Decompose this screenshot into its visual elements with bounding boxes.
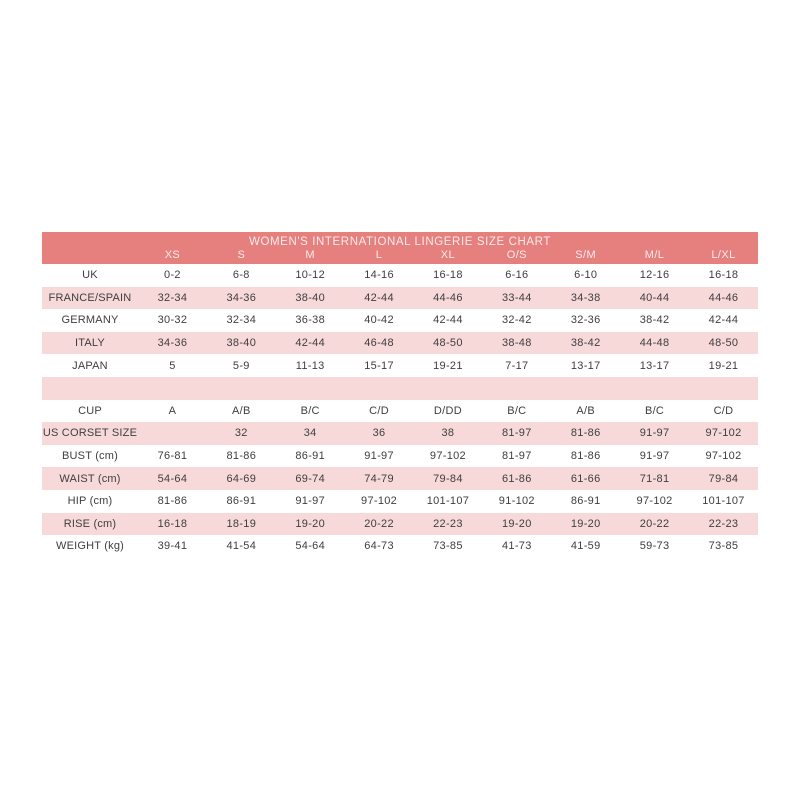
row-label: BUST (cm) (62, 450, 118, 463)
size-cell (138, 377, 207, 400)
size-cell: A/B (576, 404, 595, 417)
table-row-cup (42, 400, 758, 423)
size-cell: 38-40 (295, 291, 325, 304)
size-cell: 41-54 (226, 540, 257, 553)
size-cell: 22-23 (708, 517, 739, 530)
size-cell: C/D (369, 404, 389, 417)
size-cell: 81-97 (501, 450, 532, 463)
column-header-ml: M/L (620, 248, 689, 264)
size-cell: 79-84 (708, 472, 739, 485)
size-cell: 79-84 (433, 472, 463, 485)
size-cell: 38-42 (639, 314, 670, 327)
column-header-lxl: L/XL (689, 248, 758, 264)
column-header-blank (42, 248, 138, 264)
size-cell: 81-86 (226, 450, 257, 463)
size-cell: 16-18 (433, 269, 463, 282)
size-cell: 40-42 (364, 314, 394, 327)
size-cell: 97-102 (705, 427, 742, 440)
size-cell: 5-9 (232, 359, 250, 372)
size-cell (620, 377, 689, 400)
size-cell: B/C (644, 404, 665, 417)
size-cell: 33-44 (501, 291, 532, 304)
size-cell: A (168, 404, 177, 417)
size-cell: 6-10 (574, 269, 598, 282)
column-header-xs: XS (138, 248, 207, 264)
size-cell: 18-19 (226, 517, 257, 530)
spacer-row (42, 377, 758, 400)
size-cell: B/C (507, 404, 527, 417)
size-cell: 38-48 (501, 337, 532, 350)
table-row-uk (42, 264, 758, 287)
size-cell: 91-97 (639, 450, 670, 463)
row-label: UK (82, 269, 98, 282)
row-label: RISE (cm) (63, 517, 117, 530)
size-cell: 13-17 (639, 359, 670, 372)
row-label: WAIST (cm) (59, 472, 121, 485)
row-label (42, 377, 138, 400)
row-label: JAPAN (72, 359, 108, 372)
size-cell: 34-38 (570, 291, 601, 304)
row-label: FRANCE/SPAIN (48, 291, 132, 304)
size-cell: 42-44 (364, 291, 394, 304)
size-cell: 32 (234, 427, 248, 440)
size-cell: 42-44 (433, 314, 463, 327)
size-cell: 81-97 (501, 427, 532, 440)
size-cell: 34 (303, 427, 317, 440)
size-cell: 86-91 (226, 495, 257, 508)
size-cell: 97-102 (429, 450, 466, 463)
size-cell: 101-107 (702, 495, 745, 508)
size-cell: 81-86 (157, 495, 188, 508)
size-cell: 32-34 (157, 291, 188, 304)
size-cell: 86-91 (570, 495, 601, 508)
size-cell: 44-48 (639, 337, 670, 350)
size-cell: 76-81 (157, 450, 188, 463)
table-row-waist (42, 467, 758, 490)
size-cell (138, 422, 207, 445)
size-cell: 11-13 (295, 359, 325, 372)
size-cell: 86-91 (295, 450, 325, 463)
table-row-japan (42, 354, 758, 377)
size-cell: 36 (372, 427, 386, 440)
table-row-rise (42, 513, 758, 536)
size-cell: 38-40 (226, 337, 257, 350)
column-header-l: L (345, 248, 414, 264)
size-cell: 97-102 (636, 495, 673, 508)
chart-title: WOMEN'S INTERNATIONAL LINGERIE SIZE CHART (42, 232, 758, 248)
size-cell: 97-102 (705, 450, 742, 463)
row-label: US CORSET SIZE (42, 427, 138, 440)
size-cell: 34-36 (157, 337, 188, 350)
row-label: GERMANY (61, 314, 119, 327)
size-cell: 34-36 (226, 291, 257, 304)
size-cell: 19-20 (570, 517, 601, 530)
size-cell: 81-86 (570, 427, 601, 440)
table-row-weight (42, 535, 758, 558)
size-cell: 39-41 (157, 540, 188, 553)
size-cell: A/B (231, 404, 251, 417)
size-cell: 13-17 (570, 359, 601, 372)
size-cell: 6-16 (505, 269, 529, 282)
row-label: WEIGHT (kg) (56, 540, 124, 553)
size-cell (276, 377, 345, 400)
size-cell: 69-74 (295, 472, 325, 485)
size-cell: 36-38 (295, 314, 325, 327)
size-cell: 41-73 (501, 540, 532, 553)
size-cell: 73-85 (708, 540, 739, 553)
size-cell: 6-8 (232, 269, 250, 282)
size-cell: 73-85 (433, 540, 463, 553)
table-row-italy (42, 332, 758, 355)
size-cell: 20-22 (364, 517, 394, 530)
column-header-s: S (207, 248, 276, 264)
size-cell: 44-46 (433, 291, 463, 304)
size-cell: 44-46 (708, 291, 739, 304)
size-cell: 61-66 (570, 472, 601, 485)
size-cell: 14-16 (364, 269, 394, 282)
table-row-us-corset-size (42, 422, 758, 445)
size-cell: 19-20 (295, 517, 325, 530)
size-cell: 16-18 (708, 269, 739, 282)
size-cell: 16-18 (157, 517, 188, 530)
row-label: ITALY (75, 337, 105, 350)
size-cell: 0-2 (164, 269, 181, 282)
column-header-os: O/S (482, 248, 551, 264)
row-label: HIP (cm) (67, 495, 113, 508)
size-cell: 101-107 (426, 495, 470, 508)
column-header-sm: S/M (551, 248, 620, 264)
size-cell: 38 (441, 427, 455, 440)
size-cell: 91-97 (639, 427, 670, 440)
size-cell: B/C (300, 404, 320, 417)
size-cell: 20-22 (639, 517, 670, 530)
row-label: CUP (78, 404, 102, 417)
size-cell: 54-64 (295, 540, 325, 553)
size-cell (414, 377, 483, 400)
size-cell: 64-73 (364, 540, 394, 553)
size-cell: 42-44 (708, 314, 739, 327)
table-title-row (42, 232, 758, 248)
size-cell: D/DD (433, 404, 462, 417)
size-cell: 38-42 (570, 337, 601, 350)
size-cell: 40-44 (639, 291, 670, 304)
size-cell: 59-73 (639, 540, 670, 553)
size-cell (482, 377, 551, 400)
size-cell: 91-97 (295, 495, 325, 508)
size-cell: 32-42 (501, 314, 532, 327)
size-cell: 30-32 (157, 314, 188, 327)
size-cell: 48-50 (433, 337, 463, 350)
size-cell: 41-59 (570, 540, 601, 553)
size-cell: 10-12 (295, 269, 325, 282)
size-cell: 97-102 (361, 495, 398, 508)
size-cell: 32-34 (226, 314, 257, 327)
size-cell: 48-50 (708, 337, 739, 350)
size-cell: 22-23 (433, 517, 463, 530)
size-cell: 71-81 (639, 472, 670, 485)
size-cell: 42-44 (295, 337, 325, 350)
size-cell: 12-16 (639, 269, 670, 282)
table-row-france-spain (42, 287, 758, 310)
table-row-hip (42, 490, 758, 513)
table-row-bust (42, 445, 758, 468)
size-cell: 46-48 (364, 337, 394, 350)
size-cell: 15-17 (364, 359, 394, 372)
size-cell: 19-21 (433, 359, 463, 372)
size-cell: 7-17 (505, 359, 529, 372)
size-cell: 64-69 (226, 472, 257, 485)
size-cell: 32-36 (570, 314, 601, 327)
size-cell (551, 377, 620, 400)
table-row-germany (42, 309, 758, 332)
size-cell: 74-79 (364, 472, 394, 485)
table-header-row (42, 248, 758, 264)
size-cell: 54-64 (157, 472, 188, 485)
size-cell: C/D (713, 404, 734, 417)
size-cell (689, 377, 758, 400)
size-cell: 19-20 (501, 517, 532, 530)
size-cell: 61-86 (501, 472, 532, 485)
size-cell: 91-97 (364, 450, 394, 463)
size-cell: 19-21 (708, 359, 739, 372)
size-cell: 91-102 (498, 495, 535, 508)
size-cell (345, 377, 414, 400)
size-cell: 5 (169, 359, 176, 372)
column-header-xl: XL (414, 248, 483, 264)
size-cell: 81-86 (570, 450, 601, 463)
size-cell (207, 377, 276, 400)
size-chart-table (42, 232, 758, 558)
column-header-m: M (276, 248, 345, 264)
